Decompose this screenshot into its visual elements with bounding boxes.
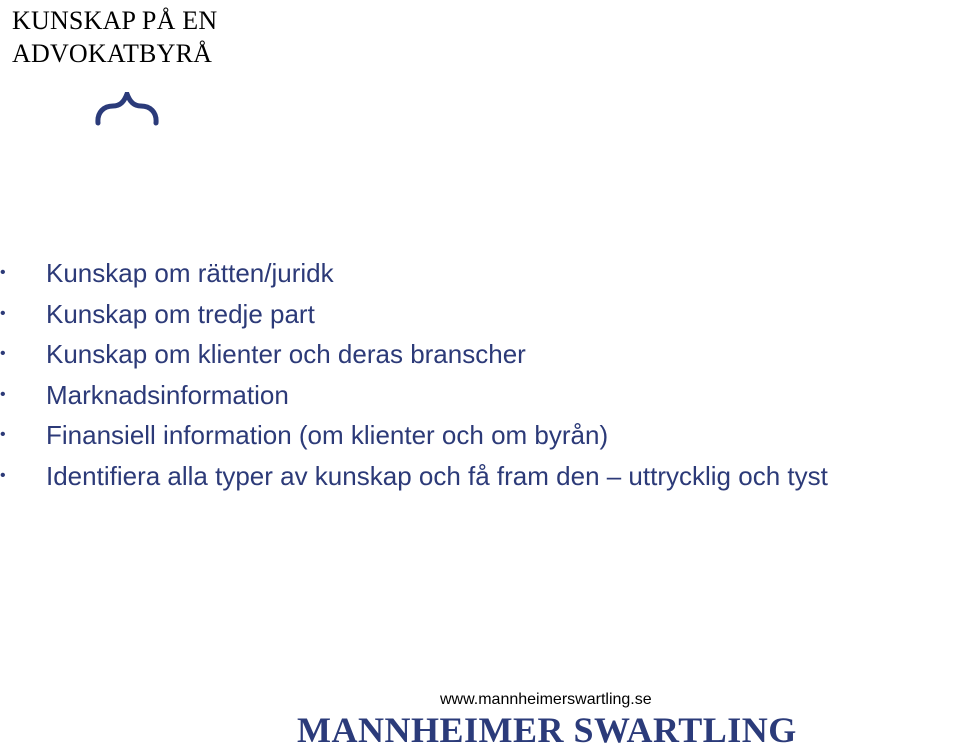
bullet-text: Kunskap om tredje part bbox=[46, 298, 315, 329]
list-item bbox=[0, 334, 828, 375]
list-item bbox=[0, 253, 828, 294]
bullet-marker: • bbox=[0, 385, 6, 403]
bullet-marker: • bbox=[0, 466, 6, 484]
swirl-bracket-logo-icon bbox=[94, 92, 160, 126]
list-item bbox=[0, 375, 828, 416]
bullet-marker: • bbox=[0, 304, 6, 322]
bullet-text: Identifiera alla typer av kunskap och få fram den – uttrycklig och tyst bbox=[46, 460, 828, 491]
slide-title-line-1: KUNSKAP PÅ EN bbox=[12, 6, 218, 35]
bullet-text: Finansiell information (om klienter och om byrån) bbox=[46, 420, 609, 451]
list-item bbox=[0, 456, 828, 497]
bullet-list bbox=[0, 253, 828, 497]
brand-logo: MANNHEIMER SWARTLING bbox=[297, 710, 797, 750]
bullet-marker: • bbox=[0, 264, 6, 281]
bullet-marker: • bbox=[0, 345, 6, 363]
list-item bbox=[0, 294, 828, 335]
bullet-text: Marknadsinformation bbox=[46, 379, 289, 410]
list-item bbox=[0, 415, 828, 456]
website-link[interactable]: www.mannheimerswartling.se bbox=[440, 691, 652, 708]
bullet-text: Kunskap om klienter och deras branscher bbox=[46, 339, 526, 370]
slide-title bbox=[12, 4, 217, 70]
bullet-text: Kunskap om rätten/juridk bbox=[46, 258, 334, 288]
bullet-marker: • bbox=[0, 426, 6, 444]
slide-title-line-2: ADVOKATBYRÅ bbox=[12, 39, 213, 68]
